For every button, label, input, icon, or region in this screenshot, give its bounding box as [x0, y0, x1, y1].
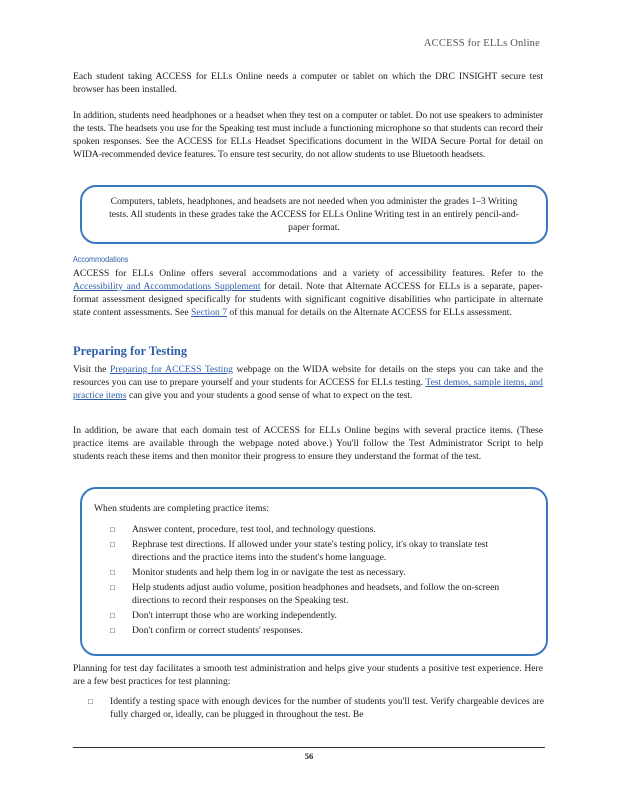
list-item [106, 609, 518, 622]
running-header: ACCESS for ELLs Online [423, 38, 540, 49]
preparing-text-b: webpage on the WIDA website for details on the steps you can take and the resources you can use to prepare yourself and your students for ACCESS for ELLs testing. [73, 364, 543, 388]
preparing-text-a: Visit the [73, 364, 110, 375]
accommodations-heading: Accommodations [73, 254, 129, 264]
planning-list [84, 695, 544, 723]
list-item-text: Help students adjust audio volume, position headphones and headsets, and follow the on-screen directions to record their responses on the Speaking test. [132, 582, 500, 606]
page-number: 56 [304, 751, 314, 761]
list-item-text: Identify a testing space with enough devices for the number of students you'll test. Verify chargeable devices are fully charged or, ideally, can be plugged in throughout the test. Be [110, 696, 544, 720]
paragraph-headphones: In addition, students need headphones or a headset when they test on a computer or tablet. Do not use speakers to administer the tests. The headsets you use for the Speaking test must include a functioning microphone so that students can record their spoken responses. See the ACCESS for ELLs Headset Specifications document in the WIDA Secure Portal for detail on WIDA-recommended device features. To ensure test security, do not allow students to use Bluetooth headsets. [73, 110, 543, 160]
paragraph-accommodations [73, 267, 543, 319]
link-preparing-for-access[interactable]: Preparing for ACCESS Testing [110, 364, 233, 375]
footer-divider [73, 747, 545, 748]
list-item [106, 523, 518, 536]
preparing-text-c: can give you and your students a good sense of what to expect on the test. [126, 390, 413, 401]
paragraph-planning: Planning for test day facilitates a smooth test administration and helps give your students a positive test experience. Here are a few best practices for test planning: [73, 663, 543, 687]
link-accessibility-supplement[interactable]: Accessibility and Accommodations Supplement [73, 281, 261, 292]
list-item-text: Monitor students and help them log in or navigate the test as necessary. [132, 567, 406, 578]
practice-items-list [106, 523, 518, 637]
bullet-box-icon: □ [110, 611, 115, 620]
bullet-box-icon: □ [110, 525, 115, 534]
bullet-box-icon: □ [110, 583, 115, 592]
list-item [106, 538, 518, 564]
bullet-box-icon: □ [110, 626, 115, 635]
accommodations-text-a: ACCESS for ELLs Online offers several accommodations and a variety of accessibility features. Refer to the [73, 268, 543, 279]
list-item-text: Rephrase test directions. If allowed under your state's testing policy, it's okay to translate test directions and the practice items into the student's home language. [132, 539, 489, 563]
list-item-text: Don't confirm or correct students' responses. [132, 625, 303, 636]
list-item-text: Answer content, procedure, test tool, and technology questions. [132, 524, 376, 535]
accommodations-text-c: of this manual for details on the Alternate ACCESS for ELLs assessment. [227, 307, 512, 318]
callout-practice-intro: When students are completing practice items: [94, 503, 270, 514]
link-test-demos[interactable]: Test demos, sample items, and practice items [73, 377, 543, 401]
list-item [84, 695, 544, 721]
callout-practice-items [80, 487, 548, 656]
bullet-box-icon: □ [88, 697, 93, 706]
callout-writing-text: Computers, tablets, headphones, and headsets are not needed when you administer the grades 1–3 Writing tests. All students in these grades take the ACCESS for ELLs Online Writing test in an entirely pencil-and-paper format. [109, 196, 519, 233]
callout-writing-paper [80, 185, 548, 244]
paragraph-practice-items: In addition, be aware that each domain test of ACCESS for ELLs Online begins with several practice items. (These practice items are available through the webpage noted above.) You'll follow the Test Administrator Script to help students reach these items and then monitor their progress to ensure they understand the format of the test. [73, 425, 543, 462]
section-heading-preparing: Preparing for Testing [73, 344, 188, 358]
accommodations-text-b: for detail. Note that Alternate ACCESS for ELLs is a separate, paper-format assessment designed specifically for students with significant cognitive disabilities who participate in alternate state content assessments. See [73, 281, 543, 318]
list-item [106, 624, 518, 637]
list-item-text: Don't interrupt those who are working independently. [132, 610, 337, 621]
list-item [106, 566, 518, 579]
list-item [106, 581, 518, 607]
paragraph-preparing [73, 363, 543, 402]
bullet-box-icon: □ [110, 540, 115, 549]
link-section-7[interactable]: Section 7 [191, 307, 228, 318]
paragraph-device-requirements: Each student taking ACCESS for ELLs Online needs a computer or tablet on which the DRC INSIGHT secure test browser has been installed. [73, 71, 543, 95]
bullet-box-icon: □ [110, 568, 115, 577]
